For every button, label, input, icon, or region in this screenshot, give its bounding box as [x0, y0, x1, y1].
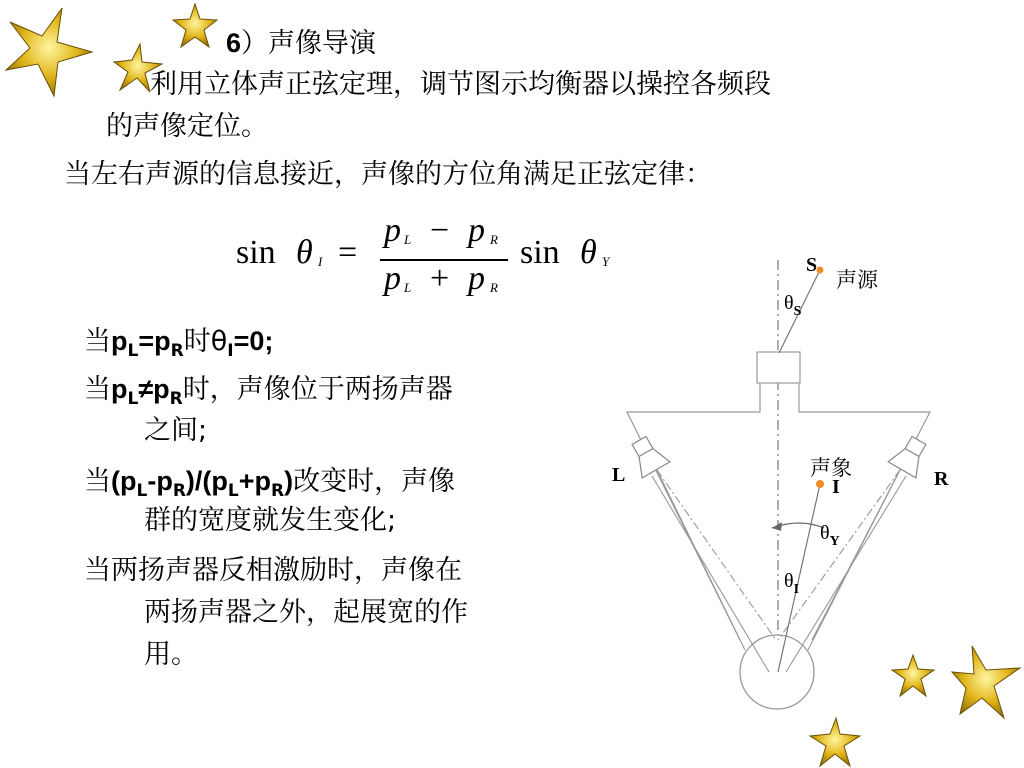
label-i: I	[832, 476, 840, 498]
formula-num-p2: p	[468, 212, 485, 249]
formula-den-sub-l: L	[404, 280, 412, 295]
bullet-1-p: p	[111, 326, 128, 356]
label-image-text: 声象	[810, 456, 852, 480]
formula-sin-left: sin	[236, 234, 276, 271]
condition-text: 当左右声源的信息接近，声像的方位角满足正弦定律：	[64, 159, 712, 190]
bullet-3-sub-1: L	[136, 481, 148, 501]
formula-sub-y: Y	[602, 254, 610, 269]
formula-equals: =	[338, 234, 358, 271]
formula-plus: +	[430, 260, 450, 297]
bullet-3-e: )	[284, 466, 294, 496]
bullet-3-pre: 当	[84, 466, 111, 497]
left-beam	[652, 476, 769, 672]
formula-theta-left: θ	[296, 234, 313, 271]
bullet-2-p: p	[111, 374, 128, 404]
stereo-diagram	[600, 250, 940, 730]
label-s: S	[806, 254, 818, 276]
bullet-4-line-2: 两扬声器之外，起展宽的作	[144, 597, 468, 628]
label-r: R	[934, 468, 949, 490]
formula-den-sub-r: R	[490, 280, 498, 295]
section-title: ）声像导演	[241, 28, 377, 59]
bullet-3-line-1: 改变时，声像	[293, 466, 456, 497]
bullet-1-sub-l: L	[127, 341, 139, 361]
bullet-1-sub-r: R	[170, 341, 184, 361]
star-decoration-icon	[0, 0, 110, 100]
label-theta-s	[784, 292, 802, 319]
theta-i-symbol: θ	[784, 570, 794, 592]
star-decoration-icon	[950, 642, 1024, 722]
right-speaker-icon	[888, 432, 933, 477]
label-l: L	[612, 464, 626, 486]
label-theta-y	[820, 522, 840, 549]
sine-law-formula	[236, 210, 636, 310]
bullet-3-b: -p	[147, 466, 173, 496]
bullet-3-line-2: 群的宽度就发生变化;	[144, 505, 397, 536]
formula-num-sub-r: R	[490, 232, 498, 247]
label-source-text: 声源	[836, 268, 878, 292]
formula-theta-right: θ	[580, 234, 597, 271]
right-beam	[786, 476, 906, 672]
bullet-4-line-3: 用。	[144, 639, 198, 670]
formula-den-p2: p	[468, 260, 485, 297]
left-beam	[657, 470, 776, 640]
bullet-1-pre: 当	[84, 326, 111, 357]
star-decoration-icon	[168, 2, 222, 50]
bullet-4-line-1: 当两扬声器反相激励时，声像在	[84, 555, 462, 586]
bullet-3-c: )/(p	[185, 466, 228, 496]
formula-den-p1: p	[384, 260, 401, 297]
bullet-3-sub-3: L	[227, 481, 239, 501]
left-beam	[657, 470, 745, 650]
bullet-2-pre: 当	[84, 374, 111, 405]
formula-sub-i: I	[318, 254, 323, 269]
room-outline	[627, 384, 760, 640]
bullet-3-sub-4: R	[271, 481, 285, 501]
source-dot	[817, 267, 824, 274]
formula-num-p1: p	[384, 212, 401, 249]
bullet-1	[84, 322, 273, 370]
left-speaker-icon	[625, 432, 670, 477]
section-heading	[226, 24, 376, 63]
bullet-1-eq: =p	[138, 326, 171, 356]
bullet-3-sub-2: R	[172, 481, 186, 501]
intro-line-2: 的声像定位。	[106, 111, 268, 142]
bullet-2-sub-r: R	[169, 389, 183, 409]
bullet-1-mid: 时θ	[183, 326, 228, 357]
formula-num-sub-l: L	[404, 232, 412, 247]
formula-minus: −	[430, 212, 450, 249]
arc-arrow-icon	[772, 522, 782, 531]
formula-sin-right: sin	[520, 234, 560, 271]
bullet-2-line-2: 之间;	[144, 415, 208, 446]
theta-y-symbol: θ	[820, 522, 830, 544]
theta-i-sub: I	[793, 582, 800, 597]
theta-s-symbol: θ	[784, 292, 794, 314]
label-theta-i	[784, 570, 800, 597]
source-box	[757, 352, 800, 383]
intro-line-1: 利用立体声正弦定理，调节图示均衡器以操控各频段	[150, 69, 771, 100]
theta-s-sub: S	[793, 304, 802, 319]
theta-y-sub: Y	[829, 534, 840, 549]
bullet-1-post: =0;	[233, 326, 274, 356]
listener-head	[740, 635, 814, 709]
bullet-2	[84, 370, 453, 418]
section-number: 6	[226, 28, 242, 58]
bullet-2-sub-l: L	[127, 389, 139, 409]
bullet-3-a: (p	[111, 466, 137, 496]
bullet-2-ne: ≠p	[138, 374, 170, 404]
bullet-2-line-1: 时，声像位于两扬声器	[182, 374, 453, 405]
bullet-3-d: +p	[238, 466, 271, 496]
bullet-1-sub-i: I	[227, 341, 234, 361]
room-outline	[799, 384, 930, 640]
